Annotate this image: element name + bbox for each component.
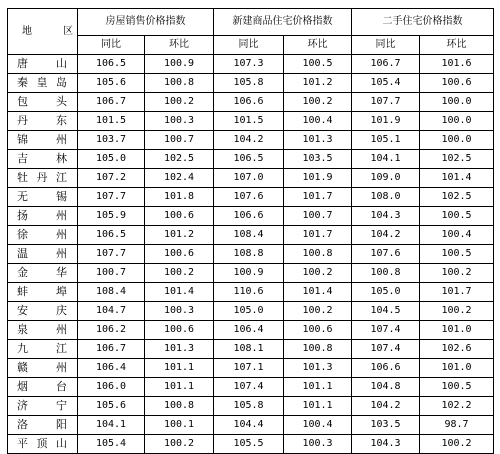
value-cell: 100.0 bbox=[420, 93, 494, 112]
value-cell: 101.3 bbox=[145, 340, 214, 359]
value-cell: 101.6 bbox=[420, 55, 494, 74]
value-cell: 106.5 bbox=[78, 55, 145, 74]
value-cell: 101.2 bbox=[145, 226, 214, 245]
value-cell: 100.5 bbox=[284, 55, 352, 74]
value-cell: 100.0 bbox=[420, 112, 494, 131]
region-cell: 包头 bbox=[8, 93, 78, 112]
value-cell: 102.2 bbox=[420, 397, 494, 416]
value-cell: 100.7 bbox=[145, 131, 214, 150]
value-cell: 107.7 bbox=[352, 93, 420, 112]
value-cell: 108.4 bbox=[214, 226, 284, 245]
table-row bbox=[8, 207, 494, 226]
value-cell: 100.2 bbox=[284, 264, 352, 283]
value-cell: 103.7 bbox=[78, 131, 145, 150]
value-cell: 100.4 bbox=[420, 226, 494, 245]
value-cell: 105.5 bbox=[214, 435, 284, 454]
value-cell: 100.2 bbox=[420, 302, 494, 321]
value-cell: 100.2 bbox=[420, 435, 494, 454]
value-cell: 105.6 bbox=[78, 74, 145, 93]
region-cell: 金华 bbox=[8, 264, 78, 283]
sub-header-yoy: 同比 bbox=[78, 36, 145, 55]
value-cell: 105.4 bbox=[352, 74, 420, 93]
value-cell: 101.4 bbox=[284, 283, 352, 302]
value-cell: 105.6 bbox=[78, 397, 145, 416]
sub-header-mom: 环比 bbox=[284, 36, 352, 55]
value-cell: 101.0 bbox=[420, 321, 494, 340]
value-cell: 101.9 bbox=[284, 169, 352, 188]
region-cell: 徐州 bbox=[8, 226, 78, 245]
value-cell: 104.2 bbox=[352, 397, 420, 416]
sub-header-yoy: 同比 bbox=[214, 36, 284, 55]
value-cell: 106.7 bbox=[78, 340, 145, 359]
value-cell: 100.5 bbox=[420, 245, 494, 264]
value-cell: 105.8 bbox=[214, 397, 284, 416]
region-cell: 蚌埠 bbox=[8, 283, 78, 302]
value-cell: 100.2 bbox=[284, 93, 352, 112]
sub-header-mom: 环比 bbox=[145, 36, 214, 55]
value-cell: 107.0 bbox=[214, 169, 284, 188]
value-cell: 101.0 bbox=[420, 359, 494, 378]
value-cell: 106.5 bbox=[78, 226, 145, 245]
value-cell: 104.3 bbox=[352, 435, 420, 454]
value-cell: 101.5 bbox=[78, 112, 145, 131]
value-cell: 102.4 bbox=[145, 169, 214, 188]
value-cell: 100.8 bbox=[145, 397, 214, 416]
group-header-housing-sales: 房屋销售价格指数 bbox=[78, 9, 214, 36]
value-cell: 110.6 bbox=[214, 283, 284, 302]
value-cell: 108.0 bbox=[352, 188, 420, 207]
sub-header-yoy: 同比 bbox=[352, 36, 420, 55]
table-row bbox=[8, 397, 494, 416]
value-cell: 104.2 bbox=[352, 226, 420, 245]
value-cell: 102.5 bbox=[420, 188, 494, 207]
region-cell: 安庆 bbox=[8, 302, 78, 321]
group-header-new-residential: 新建商品住宅价格指数 bbox=[214, 9, 352, 36]
value-cell: 105.0 bbox=[78, 150, 145, 169]
value-cell: 100.8 bbox=[352, 264, 420, 283]
value-cell: 100.2 bbox=[284, 302, 352, 321]
value-cell: 100.6 bbox=[284, 321, 352, 340]
value-cell: 101.1 bbox=[145, 378, 214, 397]
table-row bbox=[8, 340, 494, 359]
region-cell: 无锡 bbox=[8, 188, 78, 207]
table-row bbox=[8, 169, 494, 188]
value-cell: 104.2 bbox=[214, 131, 284, 150]
value-cell: 105.0 bbox=[214, 302, 284, 321]
region-cell: 九江 bbox=[8, 340, 78, 359]
value-cell: 104.1 bbox=[78, 416, 145, 435]
value-cell: 106.4 bbox=[78, 359, 145, 378]
value-cell: 105.4 bbox=[78, 435, 145, 454]
value-cell: 100.0 bbox=[420, 131, 494, 150]
region-cell: 吉林 bbox=[8, 150, 78, 169]
value-cell: 109.0 bbox=[352, 169, 420, 188]
sub-header-mom: 环比 bbox=[420, 36, 494, 55]
value-cell: 103.5 bbox=[352, 416, 420, 435]
table-row bbox=[8, 93, 494, 112]
region-cell: 济宁 bbox=[8, 397, 78, 416]
value-cell: 101.7 bbox=[420, 283, 494, 302]
value-cell: 106.0 bbox=[78, 378, 145, 397]
value-cell: 107.4 bbox=[352, 321, 420, 340]
value-cell: 105.8 bbox=[214, 74, 284, 93]
value-cell: 100.7 bbox=[78, 264, 145, 283]
value-cell: 106.5 bbox=[214, 150, 284, 169]
region-cell: 洛阳 bbox=[8, 416, 78, 435]
group-header-second-hand: 二手住宅价格指数 bbox=[352, 9, 494, 36]
value-cell: 107.1 bbox=[214, 359, 284, 378]
value-cell: 100.1 bbox=[145, 416, 214, 435]
value-cell: 108.4 bbox=[78, 283, 145, 302]
value-cell: 100.2 bbox=[145, 93, 214, 112]
table-row bbox=[8, 55, 494, 74]
value-cell: 101.8 bbox=[145, 188, 214, 207]
value-cell: 102.5 bbox=[420, 150, 494, 169]
value-cell: 107.6 bbox=[214, 188, 284, 207]
value-cell: 100.7 bbox=[284, 207, 352, 226]
value-cell: 104.5 bbox=[352, 302, 420, 321]
table-row bbox=[8, 112, 494, 131]
value-cell: 107.2 bbox=[78, 169, 145, 188]
value-cell: 107.7 bbox=[78, 245, 145, 264]
region-cell: 赣州 bbox=[8, 359, 78, 378]
value-cell: 101.3 bbox=[284, 131, 352, 150]
value-cell: 100.2 bbox=[420, 264, 494, 283]
table-body bbox=[8, 55, 494, 454]
value-cell: 106.6 bbox=[214, 93, 284, 112]
value-cell: 102.5 bbox=[145, 150, 214, 169]
value-cell: 100.9 bbox=[145, 55, 214, 74]
value-cell: 104.7 bbox=[78, 302, 145, 321]
table-row bbox=[8, 264, 494, 283]
value-cell: 100.6 bbox=[420, 74, 494, 93]
table-row bbox=[8, 74, 494, 93]
value-cell: 106.2 bbox=[78, 321, 145, 340]
table-row bbox=[8, 321, 494, 340]
value-cell: 100.3 bbox=[145, 112, 214, 131]
value-cell: 101.7 bbox=[284, 226, 352, 245]
value-cell: 100.8 bbox=[145, 74, 214, 93]
value-cell: 106.7 bbox=[78, 93, 145, 112]
table-row bbox=[8, 150, 494, 169]
value-cell: 104.3 bbox=[352, 207, 420, 226]
table-row bbox=[8, 359, 494, 378]
value-cell: 101.9 bbox=[352, 112, 420, 131]
region-cell: 平顶山 bbox=[8, 435, 78, 454]
value-cell: 106.7 bbox=[352, 55, 420, 74]
value-cell: 107.4 bbox=[352, 340, 420, 359]
value-cell: 100.5 bbox=[420, 378, 494, 397]
value-cell: 101.4 bbox=[145, 283, 214, 302]
region-cell: 唐山 bbox=[8, 55, 78, 74]
region-cell: 烟台 bbox=[8, 378, 78, 397]
value-cell: 107.7 bbox=[78, 188, 145, 207]
value-cell: 102.6 bbox=[420, 340, 494, 359]
table-row bbox=[8, 416, 494, 435]
value-cell: 107.3 bbox=[214, 55, 284, 74]
table-row bbox=[8, 283, 494, 302]
value-cell: 106.6 bbox=[352, 359, 420, 378]
table-row bbox=[8, 435, 494, 454]
value-cell: 108.1 bbox=[214, 340, 284, 359]
value-cell: 100.8 bbox=[284, 340, 352, 359]
table-row bbox=[8, 245, 494, 264]
value-cell: 101.4 bbox=[420, 169, 494, 188]
value-cell: 107.6 bbox=[352, 245, 420, 264]
value-cell: 100.2 bbox=[145, 264, 214, 283]
value-cell: 104.1 bbox=[352, 150, 420, 169]
value-cell: 105.0 bbox=[352, 283, 420, 302]
value-cell: 101.1 bbox=[284, 397, 352, 416]
value-cell: 100.4 bbox=[284, 112, 352, 131]
value-cell: 108.8 bbox=[214, 245, 284, 264]
region-column-header: 地 区 bbox=[8, 9, 78, 55]
value-cell: 100.8 bbox=[284, 245, 352, 264]
table-row bbox=[8, 378, 494, 397]
value-cell: 100.3 bbox=[284, 435, 352, 454]
value-cell: 101.2 bbox=[284, 74, 352, 93]
value-cell: 100.5 bbox=[420, 207, 494, 226]
value-cell: 100.3 bbox=[145, 302, 214, 321]
value-cell: 104.8 bbox=[352, 378, 420, 397]
region-cell: 秦皇岛 bbox=[8, 74, 78, 93]
table-group-header-row bbox=[8, 9, 494, 36]
value-cell: 101.7 bbox=[284, 188, 352, 207]
region-cell: 锦州 bbox=[8, 131, 78, 150]
value-cell: 101.3 bbox=[284, 359, 352, 378]
value-cell: 105.1 bbox=[352, 131, 420, 150]
value-cell: 105.9 bbox=[78, 207, 145, 226]
value-cell: 100.6 bbox=[145, 207, 214, 226]
region-cell: 扬州 bbox=[8, 207, 78, 226]
value-cell: 98.7 bbox=[420, 416, 494, 435]
value-cell: 101.1 bbox=[284, 378, 352, 397]
value-cell: 101.1 bbox=[145, 359, 214, 378]
table-row bbox=[8, 302, 494, 321]
value-cell: 101.5 bbox=[214, 112, 284, 131]
value-cell: 106.4 bbox=[214, 321, 284, 340]
region-cell: 丹东 bbox=[8, 112, 78, 131]
price-index-table-container bbox=[7, 8, 494, 454]
value-cell: 100.2 bbox=[145, 435, 214, 454]
value-cell: 100.6 bbox=[145, 245, 214, 264]
region-cell: 泉州 bbox=[8, 321, 78, 340]
value-cell: 100.4 bbox=[284, 416, 352, 435]
region-cell: 温州 bbox=[8, 245, 78, 264]
table-row bbox=[8, 226, 494, 245]
value-cell: 103.5 bbox=[284, 150, 352, 169]
value-cell: 100.9 bbox=[214, 264, 284, 283]
region-cell: 牡丹江 bbox=[8, 169, 78, 188]
value-cell: 100.6 bbox=[145, 321, 214, 340]
table-row bbox=[8, 131, 494, 150]
table-row bbox=[8, 188, 494, 207]
value-cell: 104.4 bbox=[214, 416, 284, 435]
value-cell: 107.4 bbox=[214, 378, 284, 397]
value-cell: 106.6 bbox=[214, 207, 284, 226]
price-index-table bbox=[7, 8, 494, 454]
